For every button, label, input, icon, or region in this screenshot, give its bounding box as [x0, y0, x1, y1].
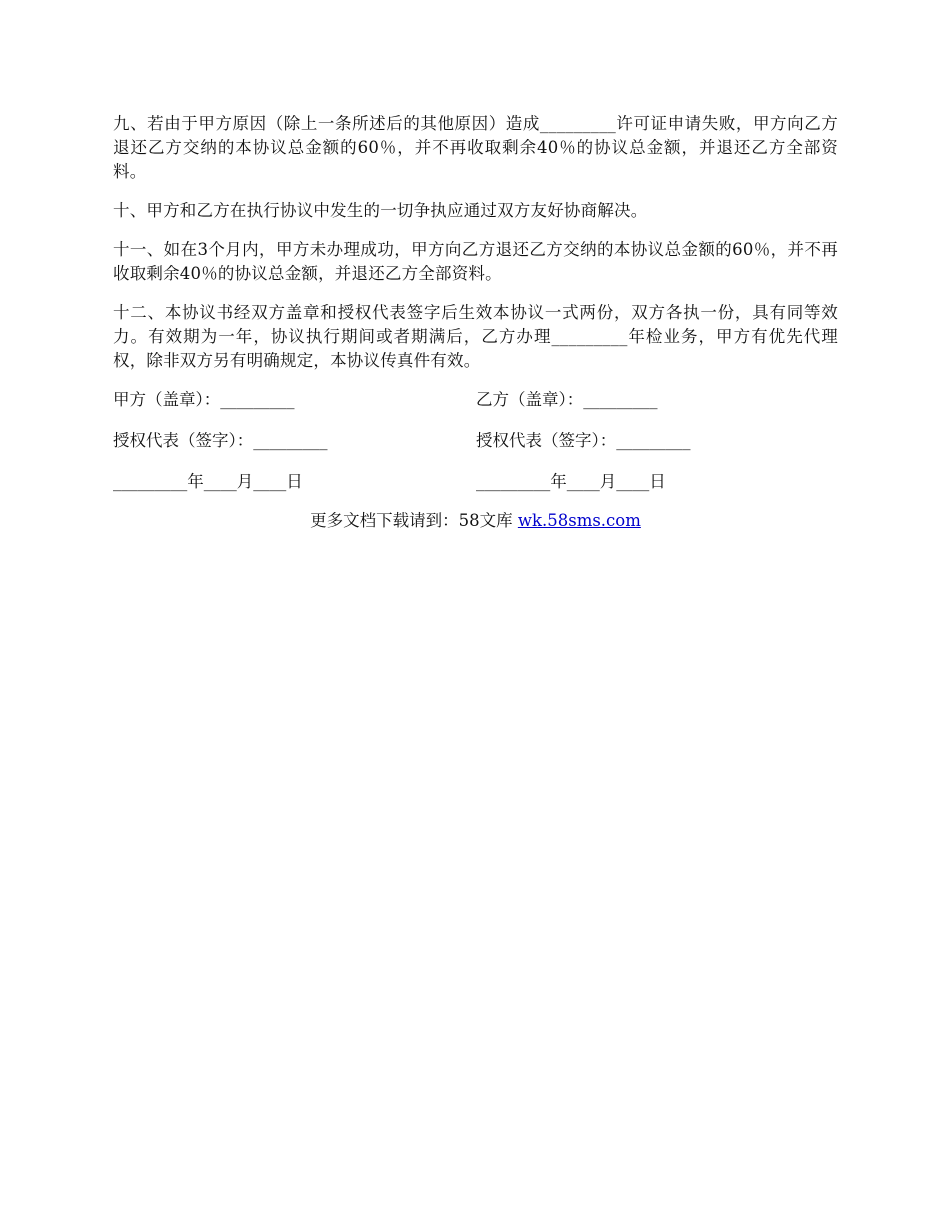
clause-10: 十、甲方和乙方在执行协议中发生的一切争执应通过双方友好协商解决。 [113, 201, 648, 220]
party-a-date: _________年____月____日 [113, 472, 303, 491]
party-b-date: _________年____月____日 [476, 472, 666, 491]
clause-12: 十二、本协议书经双方盖章和授权代表签字后生效本协议一式两份，双方各执一份，具有同等效力。有效期为一年，协议执行期间或者期满后，乙方办理_________年检业务，甲方有优先代理权，除非双方另有明确规定，本协议传真件有效。 [113, 303, 838, 370]
party-b-representative: 授权代表（签字）：_________ [476, 431, 691, 450]
party-a-representative: 授权代表（签字）：_________ [113, 431, 328, 450]
party-a-seal: 甲方（盖章）：_________ [113, 390, 295, 409]
footer-link[interactable]: wk.58sms.com [517, 511, 641, 530]
representative-row [113, 429, 838, 453]
document-body [113, 112, 838, 533]
date-row [113, 470, 838, 494]
party-b-seal: 乙方（盖章）：_________ [476, 390, 658, 409]
download-footer [113, 509, 838, 533]
clause-11: 十一、如在3个月内，甲方未办理成功，甲方向乙方退还乙方交纳的本协议总金额的60％，并不再收取剩余40％的协议总金额，并退还乙方全部资料。 [113, 240, 838, 283]
clause-9: 九、若由于甲方原因（除上一条所述后的其他原因）造成_________许可证申请失败，甲方向乙方退还乙方交纳的本协议总金额的60％，并不再收取剩余40％的协议总金额，并退还乙方全部资料。 [113, 114, 838, 181]
seal-row [113, 388, 838, 412]
footer-text: 更多文档下载请到：58文库 [310, 511, 518, 530]
